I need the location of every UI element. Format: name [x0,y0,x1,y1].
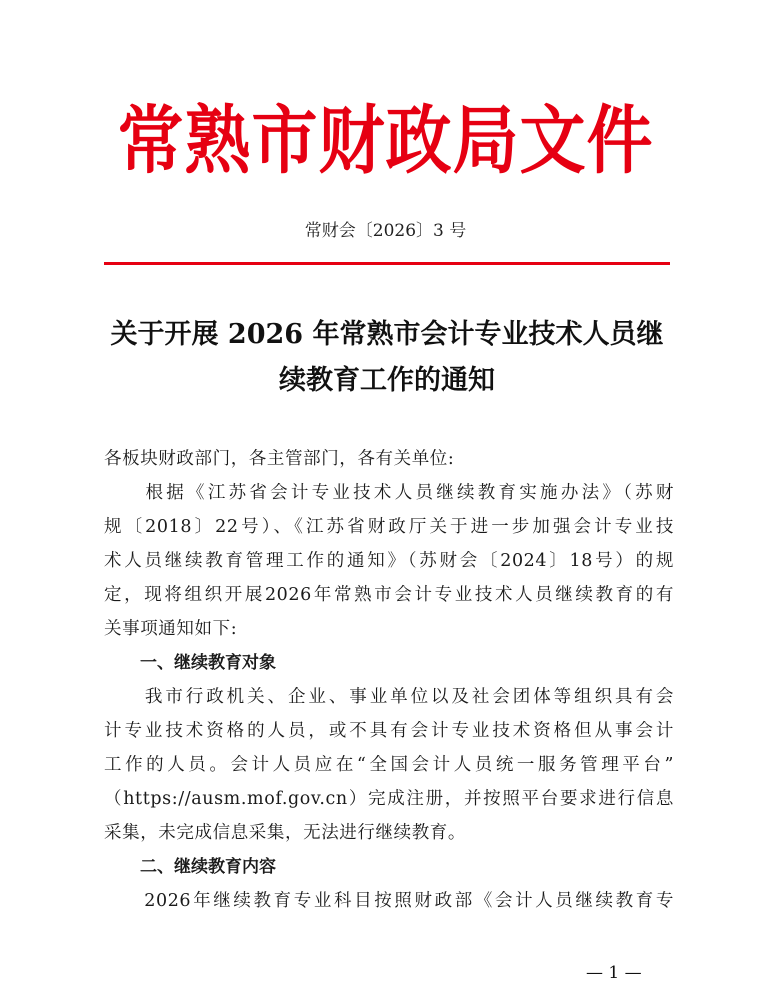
masthead-title: 常熟市财政局文件 [117,96,654,184]
paragraph-targets [104,680,674,850]
paragraph-line: 采集，未完成信息采集，无法进行继续教育。 [104,823,466,843]
notice-title [104,312,670,404]
notice-title-line-1: 关于开展 2026 年常熟市会计专业技术人员继 [110,319,664,350]
document-number: 常财会〔2026〕3 号 [304,221,467,241]
page-number: — 1 — [586,963,642,983]
paragraph-line: 根据《江苏省会计专业技术人员继续教育实施办法》（苏财 [104,483,674,503]
paragraph-line: 2026年继续教育专业科目按照财政部《会计人员继续教育专 [104,891,674,911]
salutation: 各板块财政部门，各主管部门，各有关单位: [104,449,455,469]
notice-title-line-2: 续教育工作的通知 [279,365,495,396]
document-body [104,442,674,918]
paragraph-line: 我市行政机关、企业、事业单位以及社会团体等组织具有会 [104,687,674,707]
paragraph-line: 工作的人员。会计人员应在“全国会计人员统一服务管理平台” [104,755,674,775]
paragraph-basis [104,476,674,646]
paragraph-line: 计专业技术资格的人员，或不具有会计专业技术资格但从事会计 [104,721,674,741]
paragraph-line: （https://ausm.mof.gov.cn）完成注册，并按照平台要求进行信息 [104,789,674,809]
paragraph-line: 术人员继续教育管理工作的通知》（苏财会〔2024〕18号）的规 [104,551,674,571]
paragraph-content [104,884,674,918]
paragraph-line: 定，现将组织开展2026年常熟市会计专业技术人员继续教育的有 [104,585,674,605]
paragraph-line: 规〔2018〕22号）、《江苏省财政厅关于进一步加强会计专业技 [104,517,674,537]
paragraph-line: 关事项通知如下: [104,619,238,639]
section-heading-2: 二、继续教育内容 [140,857,276,877]
red-divider-line [104,262,670,265]
section-heading-1: 一、继续教育对象 [140,653,276,673]
